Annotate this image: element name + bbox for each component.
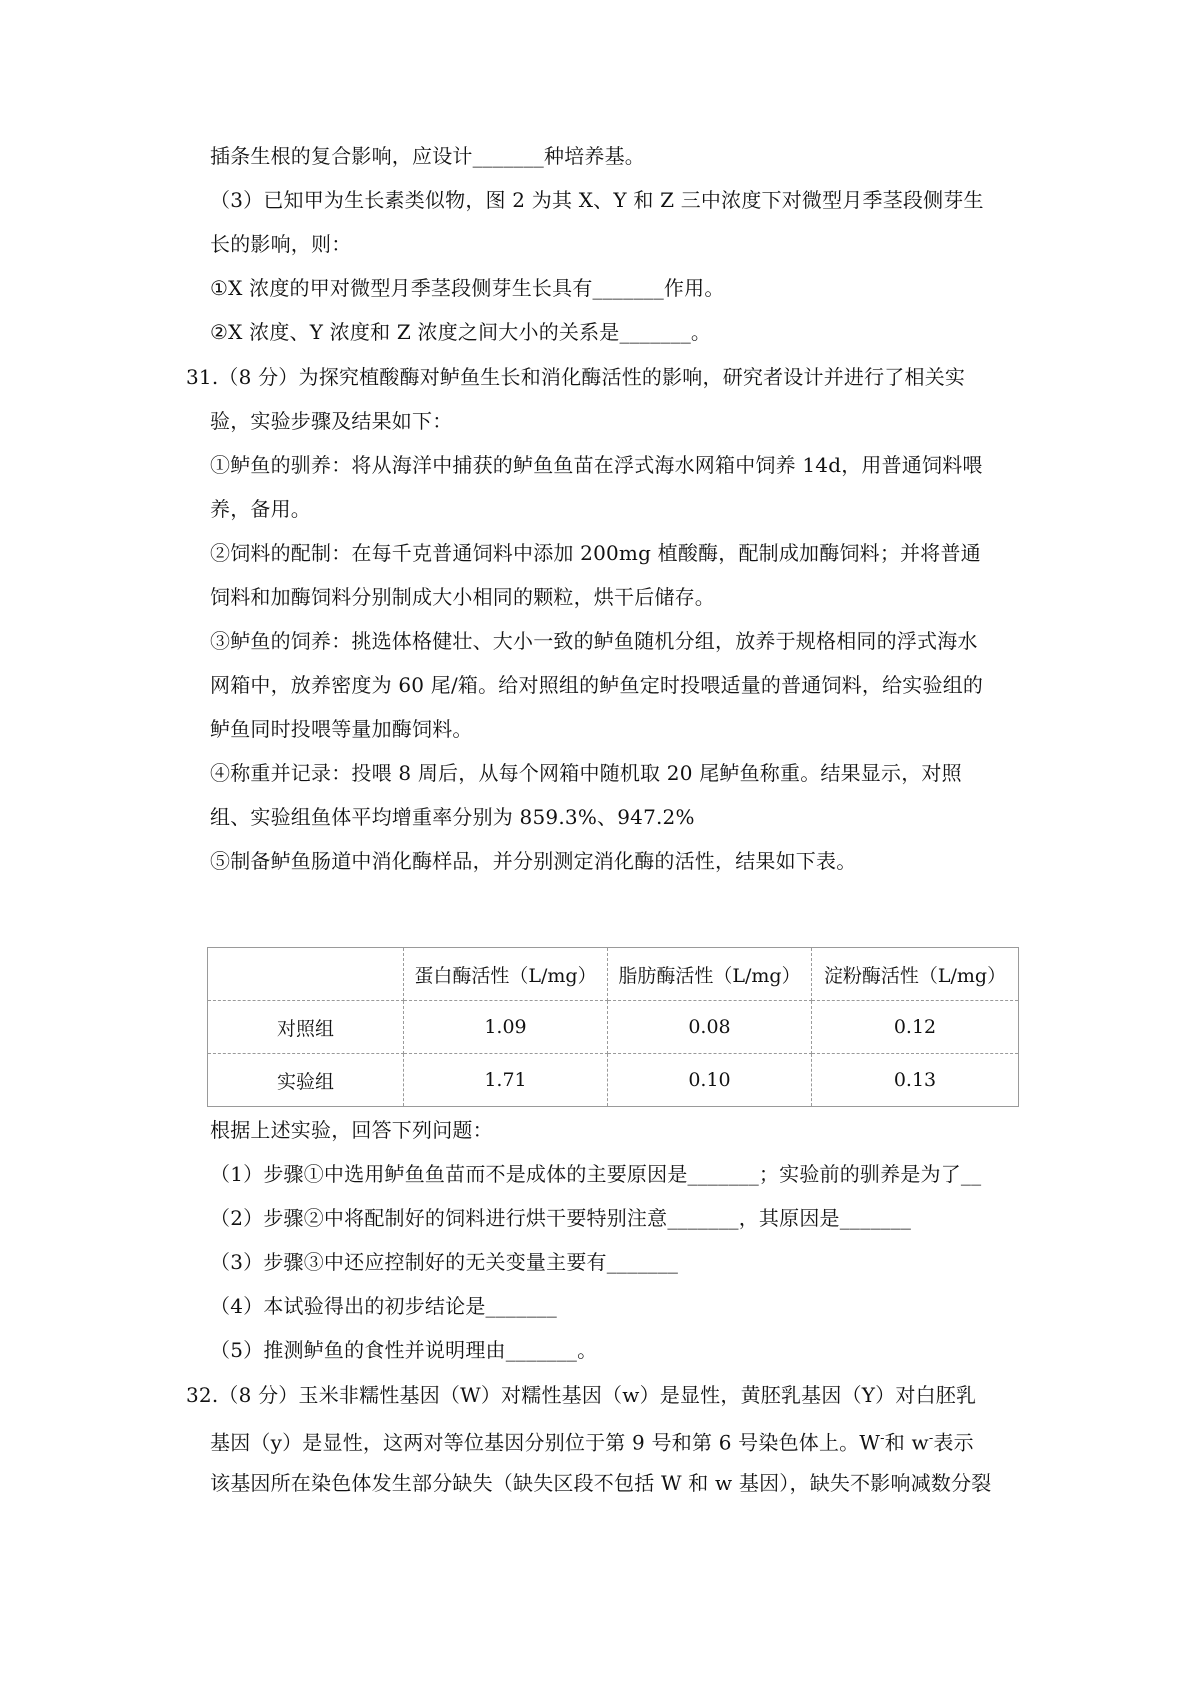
table-row <box>208 1001 1019 1054</box>
question-item: （1）步骤①中选用鲈鱼鱼苗而不是成体的主要原因是_______；实验前的驯养是为了__ <box>210 1162 982 1186</box>
text-line: 网箱中，放养密度为 60 尾/箱。给对照组的鲈鱼定时投喂适量的普通饲料，给实验组的 <box>210 673 984 697</box>
table-header-cell: 蛋白酶活性（L/mg） <box>404 948 608 1001</box>
table-cell: 0.13 <box>812 1054 1019 1107</box>
text-segment: 表示 <box>933 1430 974 1455</box>
text-line: 组、实验组鱼体平均增重率分别为 859.3%、947.2% <box>210 805 695 829</box>
question-item: （3）步骤③中还应控制好的无关变量主要有_______ <box>210 1250 679 1274</box>
text-line: ①鲈鱼的驯养：将从海洋中捕获的鲈鱼鱼苗在浮式海水网箱中饲养 14d，用普通饲料喂 <box>210 453 983 477</box>
table-cell: 1.71 <box>404 1054 608 1107</box>
text-line: ③鲈鱼的饲养：挑选体格健壮、大小一致的鲈鱼随机分组，放养于规格相同的浮式海水 <box>210 629 978 653</box>
table-header-cell: 淀粉酶活性（L/mg） <box>812 948 1019 1001</box>
text-line: 验，实验步骤及结果如下： <box>210 409 453 433</box>
text-line: 插条生根的复合影响，应设计_______种培养基。 <box>210 144 645 168</box>
text-line: ④称重并记录：投喂 8 周后，从每个网箱中随机取 20 尾鲈鱼称重。结果显示，对照 <box>210 761 962 785</box>
text-line: 饲料和加酶饲料分别制成大小相同的颗粒，烘干后储存。 <box>210 585 715 609</box>
question-item: （5）推测鲈鱼的食性并说明理由_______。 <box>210 1338 598 1362</box>
text-line: ②X 浓度、Y 浓度和 Z 浓度之间大小的关系是_______。 <box>210 320 712 344</box>
question-item: （2）步骤②中将配制好的饲料进行烘干要特别注意_______，其原因是_______ <box>210 1206 912 1230</box>
question-32-stem: 32.（8 分）玉米非糯性基因（W）对糯性基因（w）是显性，黄胚乳基因（Y）对白胚乳 <box>186 1383 977 1407</box>
text-line <box>210 1424 974 1454</box>
text-segment: 和 w <box>884 1430 929 1455</box>
enzyme-activity-table <box>207 947 1019 1107</box>
table-header-row <box>208 948 1019 1001</box>
text-line: 长的影响，则： <box>210 232 352 256</box>
text-line: ⑤制备鲈鱼肠道中消化酶样品，并分别测定消化酶的活性，结果如下表。 <box>210 849 857 873</box>
superscript-minus: - <box>928 1431 934 1446</box>
table-header-cell: 脂肪酶活性（L/mg） <box>608 948 812 1001</box>
text-line: 养，备用。 <box>210 497 311 521</box>
text-segment: 基因（y）是显性，这两对等位基因分别位于第 9 号和第 6 号染色体上。W <box>210 1430 881 1455</box>
superscript-minus: - <box>880 1431 885 1446</box>
table-cell: 1.09 <box>404 1001 608 1054</box>
table-cell: 对照组 <box>208 1001 404 1054</box>
table-cell: 0.12 <box>812 1001 1019 1054</box>
table-cell: 实验组 <box>208 1054 404 1107</box>
question-item: （4）本试验得出的初步结论是_______ <box>210 1294 557 1318</box>
table-cell: 0.10 <box>608 1054 812 1107</box>
table-cell: 0.08 <box>608 1001 812 1054</box>
text-line: ②饲料的配制：在每千克普通饲料中添加 200mg 植酸酶，配制成加酶饲料；并将普通 <box>210 541 981 565</box>
table-row <box>208 1054 1019 1107</box>
text-line: 该基因所在染色体发生部分缺失（缺失区段不包括 W 和 w 基因），缺失不影响减数分裂 <box>210 1471 992 1495</box>
text-line: ①X 浓度的甲对微型月季茎段侧芽生长具有_______作用。 <box>210 276 725 300</box>
table-header-cell <box>208 948 404 1001</box>
text-line: 鲈鱼同时投喂等量加酶饲料。 <box>210 717 473 741</box>
text-line: （3）已知甲为生长素类似物，图 2 为其 X、Y 和 Z 三中浓度下对微型月季茎段侧芽生 <box>210 188 984 212</box>
question-31-stem: 31.（8 分）为探究植酸酶对鲈鱼生长和消化酶活性的影响，研究者设计并进行了相关实 <box>186 365 966 389</box>
text-line: 根据上述实验，回答下列问题： <box>210 1118 493 1142</box>
